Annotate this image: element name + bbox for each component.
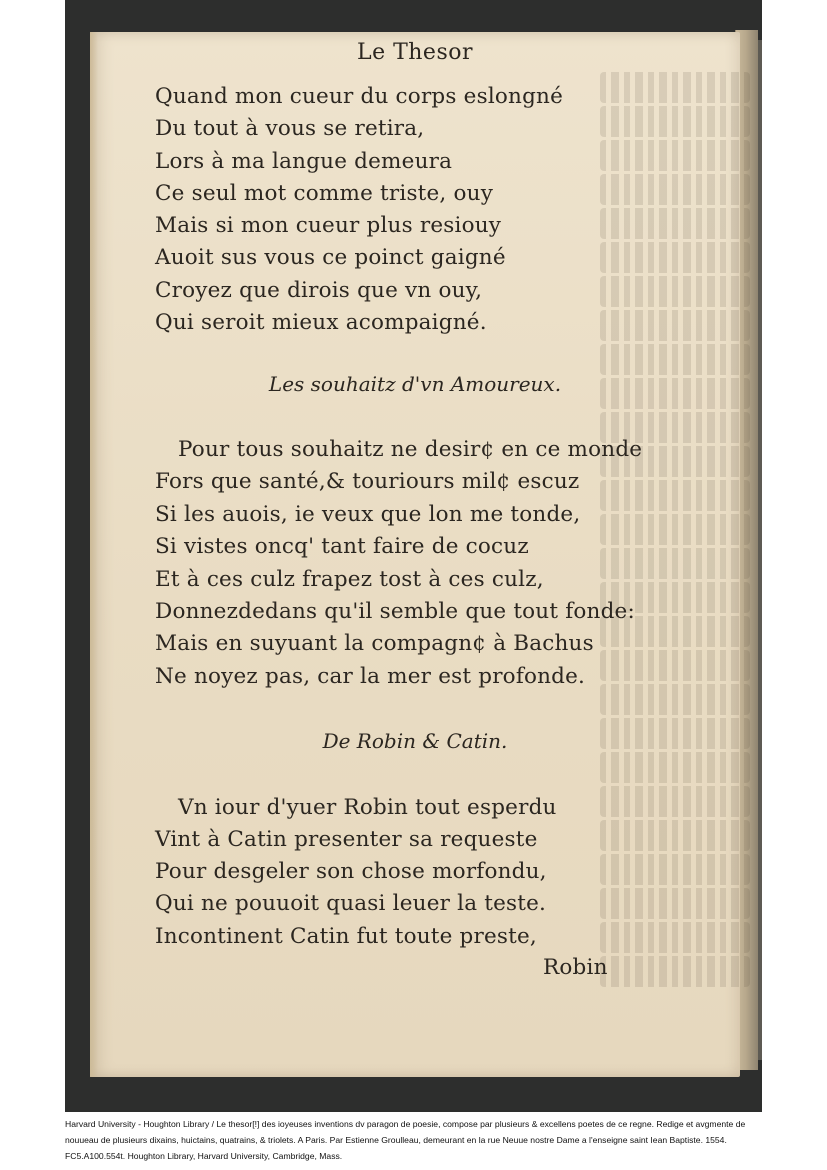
poem3-line: Pour desgeler son chose morfondu, bbox=[155, 859, 547, 884]
scan-background bbox=[65, 0, 762, 1112]
library-caption: Harvard University - Houghton Library / Le thesor[!] des ioyeuses inventions dv paragon de poesie, compose par plusieurs & excellens poetes de ce regne. Redige et avgmente de nouueau de plusieurs dixains, huictains, quatrains, & triolets. A Paris. Par Estienne Groulleau, demeurant en la rue Neuue nostre Dame a l'enseigne saint Iean Baptiste. 1554. FC5.A100.554t. Houghton Library, Harvard University, Cambridge, Mass. bbox=[65, 1119, 746, 1161]
poem2-line: Si les auois, ie veux que lon me tonde, bbox=[155, 502, 581, 527]
poem1-line: Quand mon cueur du corps eslongné bbox=[155, 84, 564, 109]
poem3-line: Vn iour d'yuer Robin tout esperdu bbox=[178, 795, 557, 820]
poem1-line: Mais si mon cueur plus resiouy bbox=[155, 213, 502, 238]
poem1-line: Lors à ma langue demeura bbox=[155, 149, 453, 174]
poem2-line: Si vistes oncq' tant faire de cocuz bbox=[155, 534, 529, 559]
poem3-line: Qui ne pouuoit quasi leuer la teste. bbox=[155, 891, 547, 916]
poem1-line: Croyez que dirois que vn ouy, bbox=[155, 278, 483, 303]
poem1-line: Ce seul mot comme triste, ouy bbox=[155, 181, 494, 206]
poem3-line: Vint à Catin presenter sa requeste bbox=[155, 827, 538, 852]
poem2-line: Fors que santé,& touriours mil¢ escuz bbox=[155, 469, 580, 494]
poem2-line: Donnezdedans qu'il semble que tout fonde: bbox=[155, 599, 635, 624]
poem2-line: Et à ces culz frapez tost à ces culz, bbox=[155, 567, 544, 592]
page-text bbox=[90, 32, 740, 1077]
poem1-line: Auoit sus vous ce poinct gaigné bbox=[155, 245, 506, 270]
book-page bbox=[90, 32, 740, 1077]
running-head: Le Thesor bbox=[356, 40, 474, 65]
poem2-title: Les souhaitz d'vn Amoureux. bbox=[268, 372, 562, 396]
poem2-line: Pour tous souhaitz ne desir¢ en ce monde bbox=[178, 437, 643, 462]
poem2-line: Ne noyez pas, car la mer est profonde. bbox=[155, 664, 586, 689]
poem3-title: De Robin & Catin. bbox=[322, 729, 508, 753]
catchword: Robin bbox=[543, 955, 608, 980]
poem1-line: Du tout à vous se retira, bbox=[155, 116, 425, 141]
poem2-line: Mais en suyuant la compagn¢ à Bachus bbox=[155, 631, 594, 656]
poem1-line: Qui seroit mieux acompaigné. bbox=[155, 310, 487, 335]
poem3-line: Incontinent Catin fut toute preste, bbox=[155, 924, 537, 949]
